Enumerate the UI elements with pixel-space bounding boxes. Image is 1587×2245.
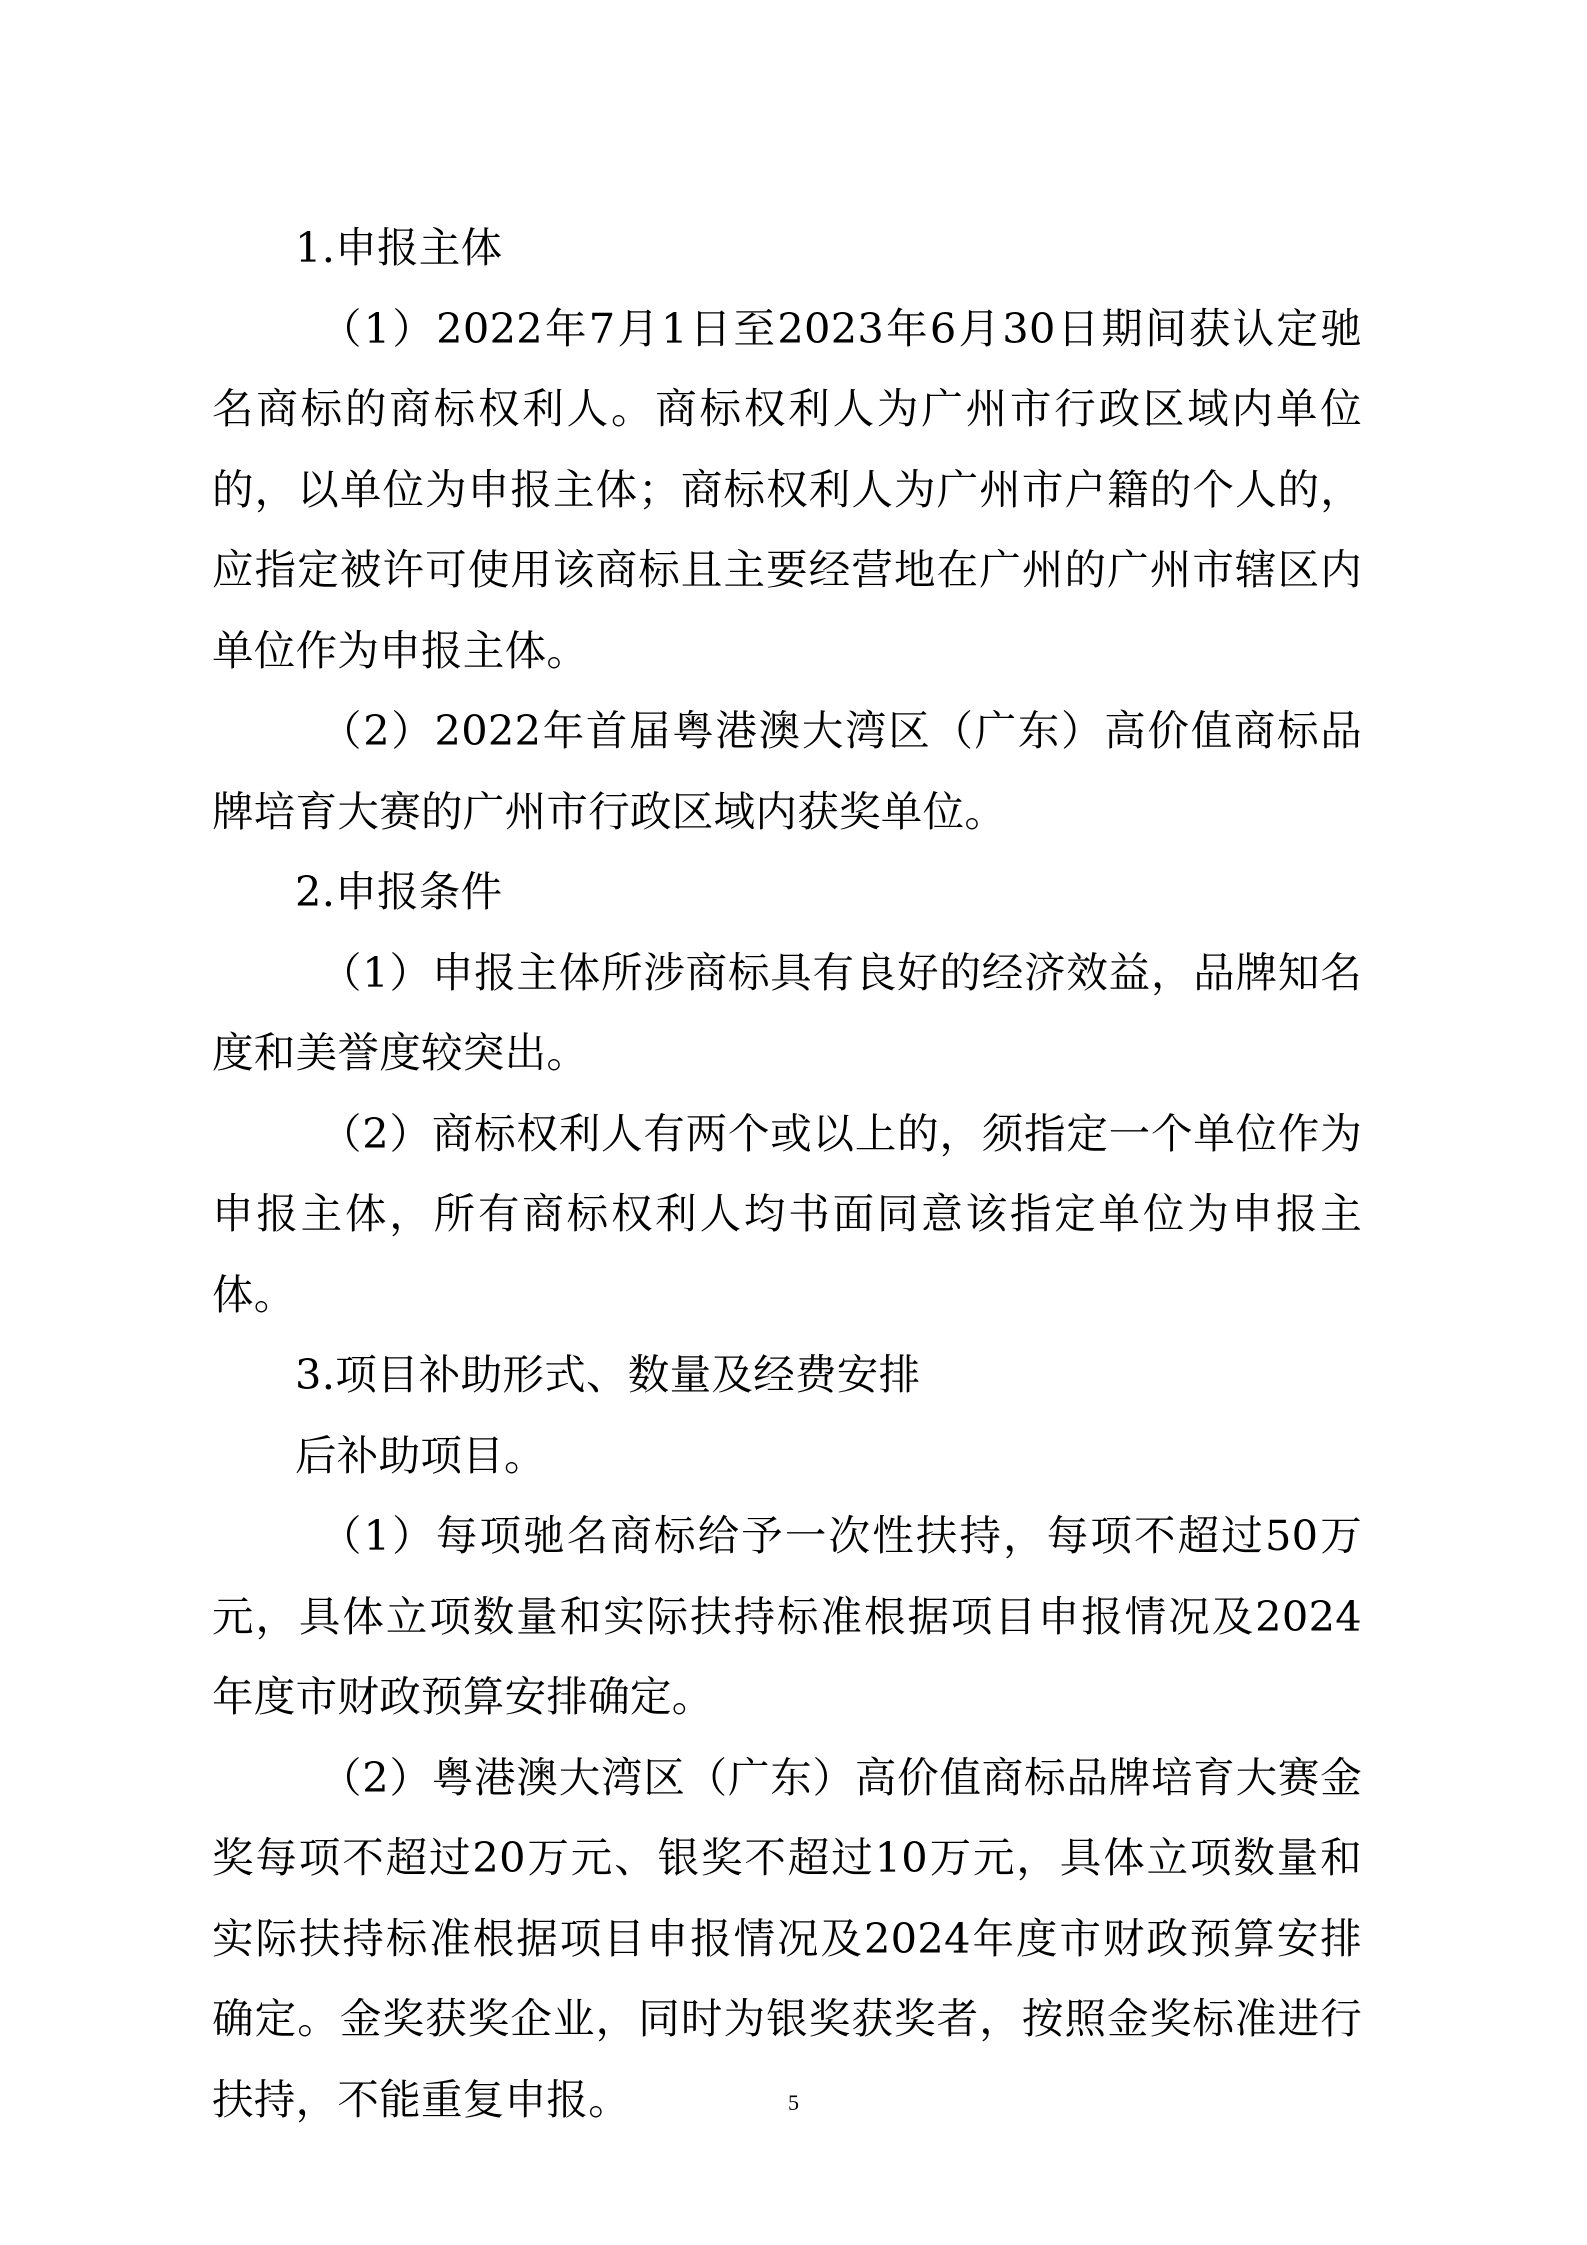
heading-reporting-subject: 1.申报主体	[295, 223, 503, 272]
paragraph-subject-item-2: （2）2022年首届粤港澳大湾区（广东）高价值商标品牌培育大赛的广州市行政区域内获奖单位。	[212, 706, 1362, 836]
page-number: 5	[788, 2090, 799, 2115]
paragraph-condition-item-2: （2）商标权利人有两个或以上的，须指定一个单位作为申报主体，所有商标权利人均书面同意该指定单位为申报主体。	[212, 1108, 1362, 1319]
heading-reporting-conditions: 2.申报条件	[295, 867, 503, 916]
paragraph-subsidy-item-1: （1）每项驰名商标给予一次性扶持，每项不超过50万元，具体立项数量和实际扶持标准根据项目申报情况及2024年度市财政预算安排确定。	[212, 1511, 1362, 1721]
paragraph-post-subsidy: 后补助项目。	[295, 1430, 546, 1480]
paragraph-subsidy-item-2: （2）粤港澳大湾区（广东）高价值商标品牌培育大赛金奖每项不超过20万元、银奖不超过10万元，具体立项数量和实际扶持标准根据项目申报情况及2024年度市财政预算安排确定。金奖获奖企业，同时为银奖获奖者，按照金奖标准进行扶持，不能重复申报。	[212, 1752, 1362, 2124]
heading-subsidy-form: 3.项目补助形式、数量及经费安排	[295, 1350, 921, 1399]
paragraph-condition-item-1: （1）申报主体所涉商标具有良好的经济效益，品牌知名度和美誉度较突出。	[212, 947, 1362, 1077]
document-body	[212, 208, 1362, 2140]
paragraph-subject-item-1: （1）2022年7月1日至2023年6月30日期间获认定驰名商标的商标权利人。商标权利人为广州市行政区域内单位的，以单位为申报主体；商标权利人为广州市户籍的个人的，应指定被许可使用该商标且主要经营地在广州的广州市辖区内单位作为申报主体。	[212, 303, 1362, 675]
